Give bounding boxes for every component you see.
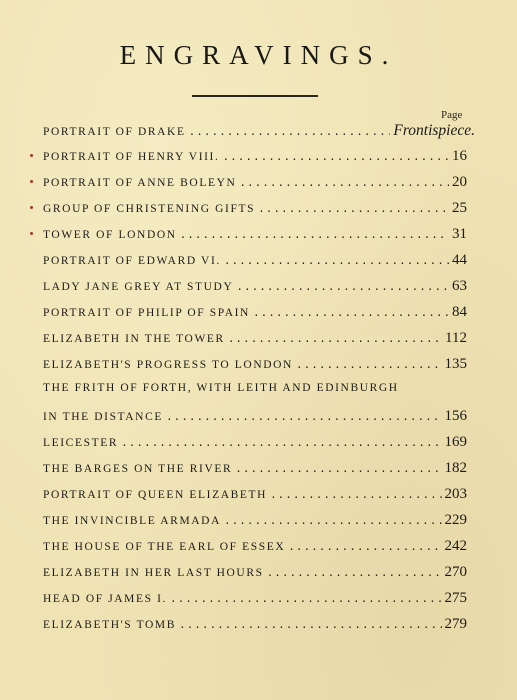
dot-leader	[170, 592, 442, 605]
list-item	[0, 353, 517, 379]
entry-title: PORTRAIT OF EDWARD VI.	[43, 255, 221, 267]
dot-leader	[270, 488, 441, 501]
list-item	[0, 119, 517, 145]
entry-title: HEAD OF JAMES I.	[43, 593, 167, 605]
entry-title: LADY JANE GREY AT STUDY	[43, 281, 234, 293]
title-rule	[192, 95, 318, 97]
entry-page: 169	[444, 434, 467, 450]
entry-page: 63	[452, 278, 467, 294]
entry-title: THE HOUSE OF THE EARL OF ESSEX	[43, 541, 286, 553]
list-item	[0, 145, 517, 171]
list-item	[0, 509, 517, 535]
dot-leader	[222, 150, 449, 163]
entry-page: 242	[444, 538, 467, 554]
entry-title: TOWER OF LONDON	[43, 229, 177, 241]
list-item	[0, 457, 517, 483]
entry-title: PORTRAIT OF PHILIP OF SPAIN	[43, 307, 250, 319]
dot-leader	[179, 618, 442, 631]
entry-page: 25	[452, 200, 467, 216]
entry-page: 20	[452, 174, 467, 190]
list-item	[0, 561, 517, 587]
dot-leader	[267, 566, 442, 579]
entry-title: ELIZABETH IN THE TOWER	[43, 333, 225, 345]
list-item	[0, 431, 517, 457]
entry-page: 31	[452, 226, 467, 242]
list-item	[0, 223, 517, 249]
list-item	[0, 171, 517, 197]
page-title: ENGRAVINGS.	[119, 40, 398, 70]
list-item-continued	[0, 379, 517, 405]
dot-leader	[253, 306, 449, 319]
entry-title: PORTRAIT OF HENRY VIII.	[43, 151, 220, 163]
entry-page: 135	[444, 356, 467, 372]
engravings-list	[0, 119, 517, 639]
list-item	[0, 483, 517, 509]
list-item	[0, 613, 517, 639]
entry-title: PORTRAIT OF QUEEN ELIZABETH	[43, 489, 268, 501]
list-item	[0, 249, 517, 275]
entry-title: PORTRAIT OF DRAKE	[43, 126, 186, 138]
entry-title: ELIZABETH'S TOMB	[43, 619, 176, 631]
dot-leader	[189, 125, 391, 138]
dot-leader	[288, 540, 441, 553]
margin-mark	[30, 154, 33, 157]
entry-title-line1: THE FRITH OF FORTH, WITH LEITH AND EDINBURGH	[43, 382, 399, 394]
list-item	[0, 197, 517, 223]
dot-leader	[121, 436, 441, 449]
dot-leader	[228, 332, 442, 345]
margin-mark	[30, 232, 33, 235]
entry-page: 275	[444, 590, 467, 606]
entry-page: 44	[452, 252, 467, 268]
entry-title-line2: IN THE DISTANCE	[43, 411, 163, 423]
entry-title: ELIZABETH IN HER LAST HOURS	[43, 567, 264, 579]
list-item	[0, 405, 517, 431]
dot-leader	[239, 176, 449, 189]
dot-leader	[258, 202, 449, 215]
list-item	[0, 301, 517, 327]
entry-page: 112	[445, 330, 467, 346]
entry-page: 229	[444, 512, 467, 528]
dot-leader	[224, 514, 442, 527]
entry-title: THE INVINCIBLE ARMADA	[43, 515, 221, 527]
entry-page: 279	[444, 616, 467, 632]
dot-leader	[166, 410, 442, 423]
entry-page: 270	[444, 564, 467, 580]
list-item	[0, 587, 517, 613]
dot-leader	[236, 280, 449, 293]
list-item	[0, 535, 517, 561]
page-column-label: Page	[441, 109, 463, 121]
entry-page: 16	[452, 148, 467, 164]
margin-mark	[30, 180, 33, 183]
entry-page: 182	[444, 460, 467, 476]
entry-page: Frontispiece.	[393, 122, 475, 139]
margin-mark	[30, 206, 33, 209]
entry-page: 203	[444, 486, 467, 502]
entry-title: GROUP OF CHRISTENING GIFTS	[43, 203, 256, 215]
entry-title: THE BARGES ON THE RIVER	[43, 463, 233, 475]
dot-leader	[180, 228, 449, 241]
entry-page: 156	[444, 408, 467, 424]
dot-leader	[224, 254, 449, 267]
entry-title: ELIZABETH'S PROGRESS TO LONDON	[43, 359, 293, 371]
entry-page: 84	[452, 304, 467, 320]
list-item	[0, 327, 517, 353]
entry-title: PORTRAIT OF ANNE BOLEYN	[43, 177, 237, 189]
dot-leader	[296, 358, 442, 371]
list-item	[0, 275, 517, 301]
dot-leader	[235, 462, 441, 475]
entry-title: LEICESTER	[43, 437, 119, 449]
